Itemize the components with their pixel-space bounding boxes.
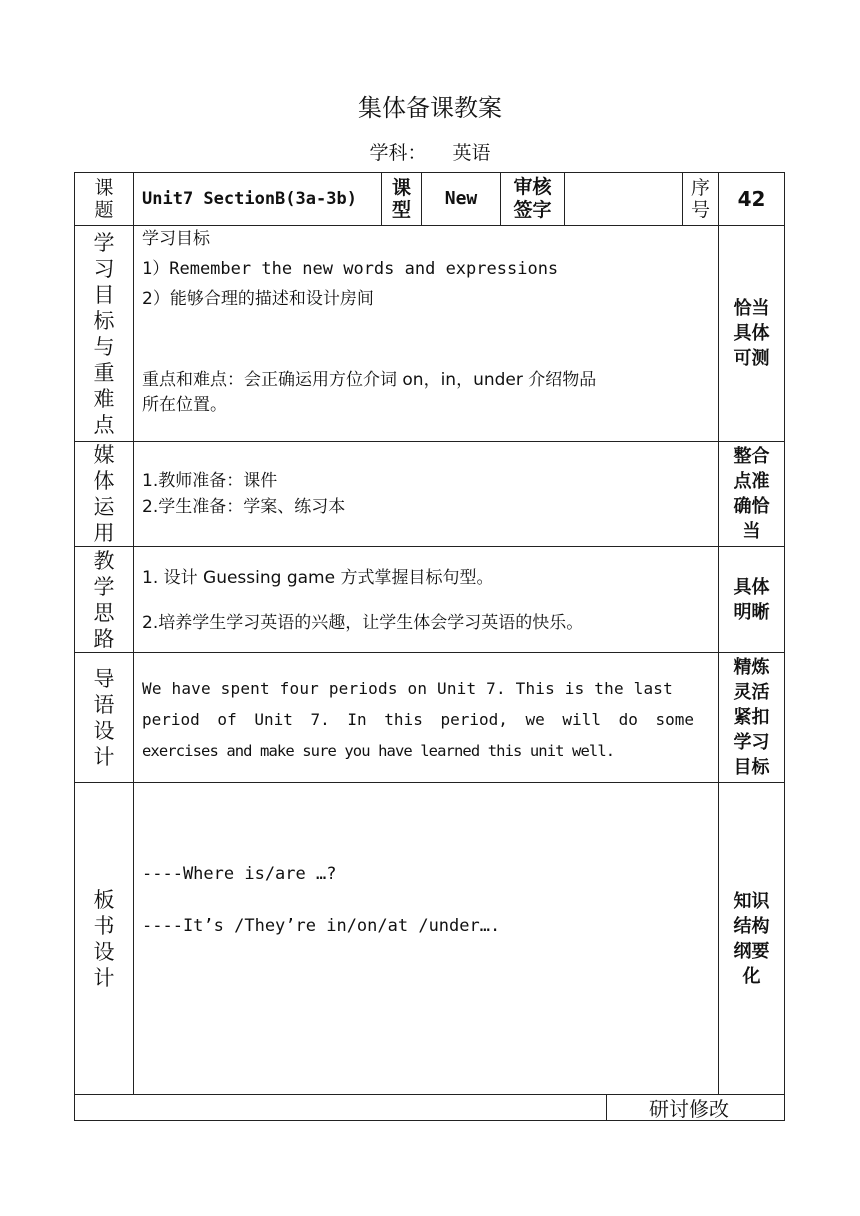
objectives-remark-cell bbox=[719, 226, 784, 441]
intro-line-2: period of Unit 7. In this period, we will do some bbox=[142, 710, 695, 729]
review-signature-cell[interactable] bbox=[565, 172, 682, 225]
approach-remark-cell bbox=[719, 547, 784, 652]
board-label: 板书设计 bbox=[93, 887, 115, 990]
intro-line-1: We have spent four periods on Unit 7. This is the last bbox=[142, 679, 673, 698]
revision-label: 研讨修改 bbox=[649, 1097, 729, 1121]
objective-item-2: 2）能够合理的描述和设计房间 bbox=[142, 289, 374, 309]
intro-remark-cell bbox=[719, 653, 784, 782]
document-title: 集体备课教案 bbox=[358, 94, 502, 122]
objective-item-1: 1）Remember the new words and expressions bbox=[142, 259, 559, 279]
type-value-cell bbox=[422, 172, 500, 225]
subject-value: 英语 bbox=[452, 142, 491, 164]
intro-label-cell bbox=[74, 653, 134, 782]
type-value: New bbox=[444, 188, 478, 209]
objectives-heading: 学习目标 bbox=[142, 229, 210, 249]
topic-value-cell bbox=[134, 172, 381, 225]
seq-value: 42 bbox=[737, 186, 766, 211]
approach-remark: 具体明晰 bbox=[733, 576, 770, 623]
approach-label-cell bbox=[74, 547, 134, 652]
objectives-remark: 恰当具体可测 bbox=[733, 298, 770, 369]
board-label-cell bbox=[74, 783, 134, 1094]
media-label-cell bbox=[74, 442, 134, 546]
media-label: 媒体运用 bbox=[93, 443, 115, 545]
board-remark: 知识结构纲要化 bbox=[733, 890, 770, 987]
review-label: 审核签字 bbox=[513, 175, 552, 221]
board-line-2: ----It’s /They’re in/on/at /under…. bbox=[142, 916, 501, 936]
intro-label: 导语设计 bbox=[93, 666, 115, 769]
intro-line-3: exercises and make sure you have learned this unit well. bbox=[142, 742, 615, 760]
board-line-1: ----Where is/are …? bbox=[142, 864, 337, 884]
board-remark-cell bbox=[719, 783, 784, 1094]
table-rule bbox=[74, 782, 785, 783]
revision-notes-cell[interactable] bbox=[75, 1095, 606, 1120]
revision-label-cell bbox=[607, 1095, 784, 1120]
type-label-cell bbox=[382, 172, 421, 225]
approach-line-2: 2.培养学生学习英语的兴趣，让学生体会学习英语的快乐。 bbox=[142, 613, 584, 633]
seq-label: 序号 bbox=[690, 176, 710, 221]
review-label-cell bbox=[501, 172, 564, 225]
subject-line bbox=[0, 138, 860, 165]
table-rule bbox=[74, 441, 785, 442]
seq-value-cell bbox=[719, 172, 784, 225]
media-remark: 整合点准确恰当 bbox=[733, 446, 770, 542]
approach-line-1: 1. 设计 Guessing game 方式掌握目标句型。 bbox=[142, 568, 494, 588]
media-remark-cell bbox=[719, 442, 784, 546]
topic-label-cell bbox=[74, 172, 134, 225]
table-rule bbox=[74, 652, 785, 653]
media-line-1: 1.教师准备：课件 bbox=[142, 471, 278, 491]
objectives-label: 学习目标与重难点 bbox=[93, 230, 115, 437]
type-label: 课型 bbox=[391, 176, 411, 221]
table-rule bbox=[74, 546, 785, 547]
subject-label: 学科： bbox=[369, 142, 427, 164]
objectives-label-cell bbox=[74, 226, 134, 441]
table-rule bbox=[784, 172, 785, 1121]
key-points-line-1: 重点和难点：会正确运用方位介词 on，in，under 介绍物品 bbox=[142, 370, 597, 390]
media-line-2: 2.学生准备：学案、练习本 bbox=[142, 497, 346, 517]
key-points-line-2: 所在位置。 bbox=[142, 395, 227, 415]
topic-value: Unit7 SectionB(3a-3b) bbox=[142, 188, 357, 209]
intro-remark: 精炼灵活紧扣学习目标 bbox=[733, 657, 770, 778]
topic-label: 课题 bbox=[94, 176, 114, 221]
approach-label: 教学思路 bbox=[93, 548, 115, 651]
seq-label-cell bbox=[683, 172, 718, 225]
